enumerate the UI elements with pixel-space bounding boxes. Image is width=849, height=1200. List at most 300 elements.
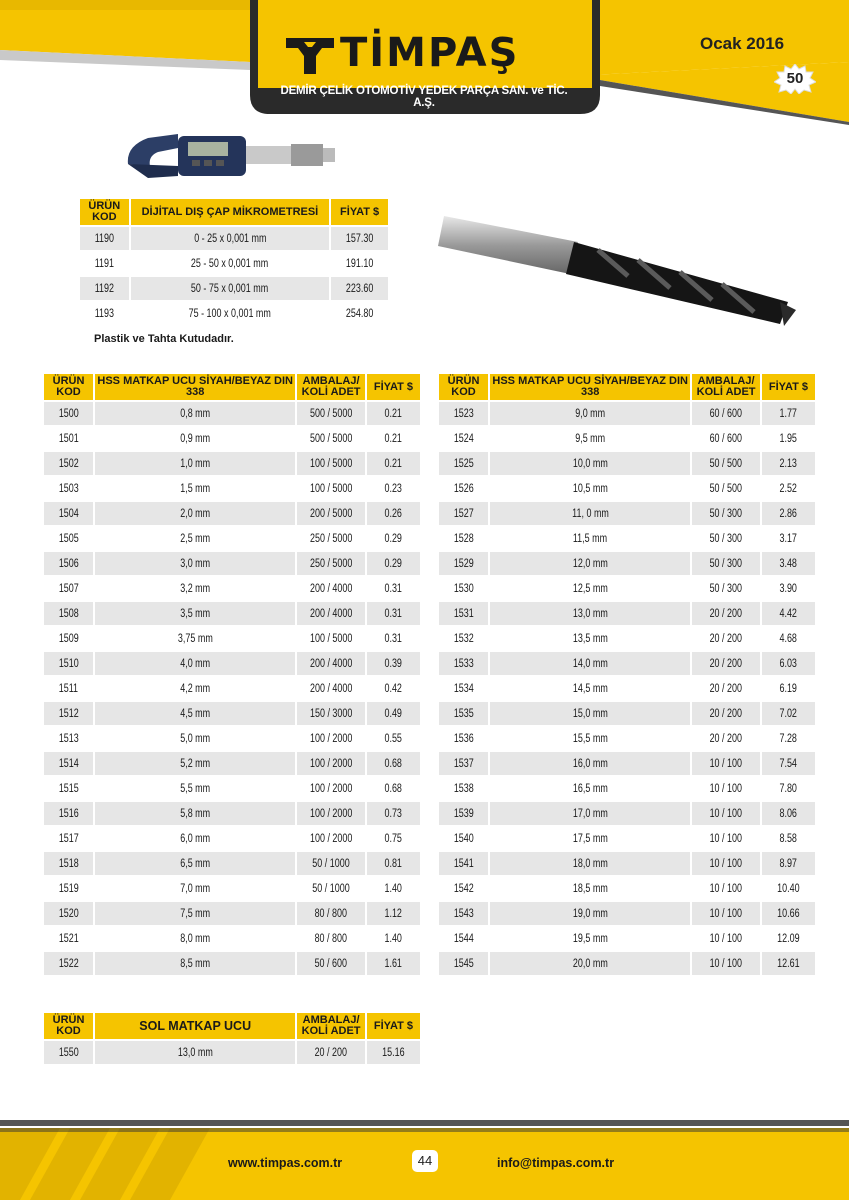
page-badge-number: 50 xyxy=(786,70,804,87)
table-cell xyxy=(367,452,420,475)
table-cell xyxy=(95,902,295,925)
table-cell xyxy=(44,777,93,800)
table-cell xyxy=(367,627,420,650)
table-row xyxy=(80,227,388,250)
cell-text: 4,0 mm xyxy=(180,657,211,670)
brand-name: TİMPAŞ xyxy=(340,30,520,76)
cell-text: 100 / 5000 xyxy=(309,482,353,495)
col-header: SOL MATKAP UCU xyxy=(95,1013,295,1039)
table-cell xyxy=(80,252,129,275)
table-row xyxy=(439,527,815,550)
cell-text: 1190 xyxy=(94,232,114,245)
table-cell xyxy=(297,752,364,775)
cell-text: 1523 xyxy=(453,407,474,420)
cell-text: 254.80 xyxy=(345,307,374,320)
col-header: ÜRÜN KOD xyxy=(44,1013,93,1039)
cell-text: 1505 xyxy=(58,532,79,545)
table-cell xyxy=(439,627,488,650)
cell-text: 7.80 xyxy=(779,782,798,795)
table-cell xyxy=(762,677,815,700)
table-cell xyxy=(762,602,815,625)
cell-text: 9,5 mm xyxy=(575,432,606,445)
cell-text: 1509 xyxy=(58,632,79,645)
cell-text: 11,5 mm xyxy=(573,532,608,545)
table-cell xyxy=(490,552,690,575)
table-row xyxy=(439,852,815,875)
cell-text: 3,0 mm xyxy=(180,557,211,570)
table-cell xyxy=(692,802,759,825)
table-cell xyxy=(367,502,420,525)
cell-text: 0.49 xyxy=(384,707,403,720)
table-cell xyxy=(95,877,295,900)
cell-text: 50 / 500 xyxy=(709,482,743,495)
table-cell xyxy=(762,527,815,550)
cell-text: 1541 xyxy=(453,857,474,870)
cell-text: 100 / 2000 xyxy=(309,807,353,820)
cell-text: 10 / 100 xyxy=(709,907,743,920)
cell-text: 10,5 mm xyxy=(572,482,608,495)
cell-text: 1520 xyxy=(58,907,79,920)
table-cell xyxy=(490,852,690,875)
cell-text: 7.28 xyxy=(779,732,798,745)
table-cell xyxy=(762,777,815,800)
cell-text: 1539 xyxy=(453,807,474,820)
table-row xyxy=(44,752,420,775)
cell-text: 50 - 75 x 0,001 mm xyxy=(191,282,269,295)
cell-text: 0.29 xyxy=(384,557,403,570)
cell-text: 1542 xyxy=(453,882,474,895)
table-cell xyxy=(439,752,488,775)
cell-text: 200 / 4000 xyxy=(309,582,353,595)
table-cell xyxy=(367,402,420,425)
table-cell xyxy=(297,877,364,900)
table-cell xyxy=(762,927,815,950)
col-header: FİYAT $ xyxy=(331,199,388,225)
table-cell xyxy=(762,702,815,725)
table-cell xyxy=(367,477,420,500)
col-header: ÜRÜN KOD xyxy=(439,374,488,400)
cell-text: 0.21 xyxy=(384,407,403,420)
cell-text: 0.73 xyxy=(384,807,403,820)
table-row xyxy=(44,927,420,950)
col-header: ÜRÜN KOD xyxy=(44,374,93,400)
table-cell xyxy=(367,527,420,550)
cell-text: 12,0 mm xyxy=(572,557,608,570)
cell-text: 1504 xyxy=(58,507,79,520)
table-cell xyxy=(762,752,815,775)
cell-text: 0.29 xyxy=(384,532,403,545)
drill-table-left xyxy=(42,372,422,977)
table-row xyxy=(439,902,815,925)
table-cell xyxy=(439,452,488,475)
table-cell xyxy=(692,927,759,950)
col-header: FİYAT $ xyxy=(367,374,420,400)
table-cell xyxy=(439,552,488,575)
table-cell xyxy=(367,577,420,600)
table-cell xyxy=(367,802,420,825)
table-cell xyxy=(95,427,295,450)
table-cell xyxy=(762,902,815,925)
cell-text: 0,9 mm xyxy=(180,432,211,445)
col-header: AMBALAJ/ KOLİ ADET xyxy=(692,374,759,400)
table-row xyxy=(44,702,420,725)
cell-text: 20,0 mm xyxy=(572,957,608,970)
cell-text: 0 - 25 x 0,001 mm xyxy=(193,232,267,245)
table-cell xyxy=(367,552,420,575)
table-cell xyxy=(692,627,759,650)
cell-text: 3,5 mm xyxy=(180,607,211,620)
table-row xyxy=(439,702,815,725)
cell-text: 0.31 xyxy=(384,582,403,595)
table-cell xyxy=(490,652,690,675)
cell-text: 0.42 xyxy=(384,682,403,695)
table-row xyxy=(439,552,815,575)
table-cell xyxy=(297,477,364,500)
table-row xyxy=(44,652,420,675)
table-row xyxy=(44,827,420,850)
table-cell xyxy=(367,827,420,850)
table-cell xyxy=(95,527,295,550)
table-cell xyxy=(95,627,295,650)
cell-text: 200 / 4000 xyxy=(309,657,353,670)
cell-text: 1530 xyxy=(453,582,474,595)
cell-text: 8.58 xyxy=(779,832,798,845)
cell-text: 0.75 xyxy=(384,832,403,845)
cell-text: 18,0 mm xyxy=(572,857,608,870)
table-cell xyxy=(692,652,759,675)
table-cell xyxy=(297,677,364,700)
table-cell xyxy=(44,927,93,950)
table-cell xyxy=(95,1041,295,1064)
cell-text: 157.30 xyxy=(345,232,374,245)
table-cell xyxy=(297,527,364,550)
table-cell xyxy=(439,952,488,975)
table-cell xyxy=(490,402,690,425)
cell-text: 250 / 5000 xyxy=(309,532,353,545)
cell-text: 1,5 mm xyxy=(180,482,211,495)
table-cell xyxy=(44,552,93,575)
cell-text: 18,5 mm xyxy=(572,882,608,895)
table-cell xyxy=(80,302,129,325)
cell-text: 0.68 xyxy=(384,782,403,795)
cell-text: 1519 xyxy=(58,882,79,895)
cell-text: 20 / 200 xyxy=(709,632,743,645)
table-cell xyxy=(95,802,295,825)
cell-text: 1507 xyxy=(58,582,79,595)
table-cell xyxy=(95,952,295,975)
cell-text: 1.12 xyxy=(384,907,403,920)
cell-text: 5,2 mm xyxy=(180,757,211,770)
cell-text: 0.31 xyxy=(384,607,403,620)
table-cell xyxy=(367,602,420,625)
cell-text: 150 / 3000 xyxy=(309,707,353,720)
table-cell xyxy=(44,1041,93,1064)
cell-text: 10 / 100 xyxy=(709,832,743,845)
cell-text: 3,75 mm xyxy=(177,632,213,645)
packaging-note: Plastik ve Tahta Kutudadır. xyxy=(94,333,234,345)
table-cell xyxy=(44,652,93,675)
table-cell xyxy=(490,452,690,475)
cell-text: 100 / 2000 xyxy=(309,782,353,795)
footer-email[interactable]: info@timpas.com.tr xyxy=(497,1156,615,1170)
table-cell xyxy=(44,802,93,825)
table-cell xyxy=(95,827,295,850)
cell-text: 1.77 xyxy=(779,407,798,420)
cell-text: 1503 xyxy=(58,482,79,495)
table-cell xyxy=(367,727,420,750)
table-cell xyxy=(44,702,93,725)
cell-text: 15.16 xyxy=(382,1046,405,1059)
table-cell xyxy=(44,502,93,525)
cell-text: 50 / 600 xyxy=(314,957,348,970)
table-row xyxy=(439,577,815,600)
cell-text: 50 / 1000 xyxy=(312,857,350,870)
cell-text: 6.19 xyxy=(779,682,798,695)
table-cell xyxy=(297,1041,364,1064)
table-cell xyxy=(131,252,330,275)
cell-text: 1191 xyxy=(94,257,114,270)
table-cell xyxy=(44,852,93,875)
table-cell xyxy=(131,302,330,325)
cell-text: 2,0 mm xyxy=(180,507,211,520)
table-row xyxy=(439,452,815,475)
table-cell xyxy=(297,627,364,650)
cell-text: 8.97 xyxy=(779,857,798,870)
table-cell xyxy=(762,652,815,675)
brand-logo xyxy=(284,34,336,78)
table-row xyxy=(439,602,815,625)
table-row xyxy=(44,477,420,500)
cell-text: 14,0 mm xyxy=(572,657,608,670)
table-row xyxy=(439,952,815,975)
micrometer-image xyxy=(118,126,338,191)
table-cell xyxy=(80,227,129,250)
cell-text: 200 / 4000 xyxy=(309,682,353,695)
table-cell xyxy=(367,1041,420,1064)
table-cell xyxy=(44,402,93,425)
cell-text: 3.17 xyxy=(779,532,798,545)
table-cell xyxy=(762,427,815,450)
table-cell xyxy=(692,902,759,925)
table-cell xyxy=(692,577,759,600)
cell-text: 15,5 mm xyxy=(572,732,608,745)
cell-text: 13,0 mm xyxy=(572,607,608,620)
cell-text: 10 / 100 xyxy=(709,882,743,895)
table-row xyxy=(44,627,420,650)
table-cell xyxy=(95,777,295,800)
cell-text: 1.95 xyxy=(779,432,798,445)
cell-text: 11, 0 mm xyxy=(571,507,609,520)
table-row xyxy=(439,502,815,525)
table-row xyxy=(44,677,420,700)
table-row xyxy=(439,677,815,700)
cell-text: 1532 xyxy=(453,632,474,645)
table-cell xyxy=(692,702,759,725)
table-cell xyxy=(44,577,93,600)
table-cell xyxy=(439,827,488,850)
cell-text: 100 / 2000 xyxy=(309,757,353,770)
cell-text: 1522 xyxy=(58,957,79,970)
table-row xyxy=(44,727,420,750)
col-header: AMBALAJ/ KOLİ ADET xyxy=(297,1013,364,1039)
table-row xyxy=(439,827,815,850)
cell-text: 20 / 200 xyxy=(709,682,743,695)
cell-text: 0.26 xyxy=(384,507,403,520)
cell-text: 500 / 5000 xyxy=(309,432,353,445)
table-cell xyxy=(490,902,690,925)
table-cell xyxy=(439,927,488,950)
table-cell xyxy=(331,277,388,300)
table-row xyxy=(80,252,388,275)
cell-text: 15,0 mm xyxy=(572,707,608,720)
cell-text: 50 / 300 xyxy=(709,582,743,595)
table-cell xyxy=(439,727,488,750)
table-cell xyxy=(95,552,295,575)
table-cell xyxy=(692,527,759,550)
cell-text: 1543 xyxy=(453,907,474,920)
table-cell xyxy=(692,677,759,700)
cell-text: 16,5 mm xyxy=(572,782,608,795)
cell-text: 3.48 xyxy=(779,557,798,570)
table-cell xyxy=(95,752,295,775)
col-header: AMBALAJ/ KOLİ ADET xyxy=(297,374,364,400)
cell-text: 1545 xyxy=(453,957,474,970)
table-row xyxy=(44,852,420,875)
table-cell xyxy=(692,877,759,900)
table-cell xyxy=(692,752,759,775)
table-cell xyxy=(297,502,364,525)
table-cell xyxy=(331,302,388,325)
table-row xyxy=(439,402,815,425)
col-header: HSS MATKAP UCU SİYAH/BEYAZ DIN 338 xyxy=(95,374,295,400)
table-row xyxy=(44,427,420,450)
cell-text: 20 / 200 xyxy=(709,607,743,620)
table-cell xyxy=(95,652,295,675)
cell-text: 1534 xyxy=(453,682,474,695)
cell-text: 10 / 100 xyxy=(709,782,743,795)
cell-text: 500 / 5000 xyxy=(309,407,353,420)
cell-text: 3,2 mm xyxy=(180,582,211,595)
table-cell xyxy=(762,502,815,525)
cell-text: 1535 xyxy=(453,707,474,720)
cell-text: 200 / 4000 xyxy=(309,607,353,620)
table-cell xyxy=(367,677,420,700)
cell-text: 1513 xyxy=(58,732,79,745)
table-cell xyxy=(95,852,295,875)
cell-text: 10,0 mm xyxy=(572,457,608,470)
table-cell xyxy=(297,927,364,950)
table-cell xyxy=(490,602,690,625)
table-cell xyxy=(439,902,488,925)
cell-text: 10.66 xyxy=(777,907,800,920)
table-cell xyxy=(490,877,690,900)
cell-text: 17,5 mm xyxy=(572,832,608,845)
table-cell xyxy=(692,602,759,625)
cell-text: 8,0 mm xyxy=(180,932,211,945)
table-cell xyxy=(44,427,93,450)
table-cell xyxy=(44,827,93,850)
micrometer-table xyxy=(78,197,390,327)
table-cell xyxy=(44,477,93,500)
table-cell xyxy=(44,627,93,650)
cell-text: 1508 xyxy=(58,607,79,620)
table-row xyxy=(44,402,420,425)
cell-text: 10 / 100 xyxy=(709,857,743,870)
cell-text: 10.40 xyxy=(777,882,800,895)
table-cell xyxy=(439,402,488,425)
table-cell xyxy=(439,677,488,700)
table-cell xyxy=(762,552,815,575)
cell-text: 7,0 mm xyxy=(180,882,211,895)
table-cell xyxy=(439,477,488,500)
cell-text: 1550 xyxy=(58,1046,79,1059)
table-cell xyxy=(692,552,759,575)
cell-text: 6,5 mm xyxy=(180,857,211,870)
cell-text: 100 / 2000 xyxy=(309,732,353,745)
table-cell xyxy=(439,602,488,625)
cell-text: 10 / 100 xyxy=(709,932,743,945)
table-cell xyxy=(297,952,364,975)
table-cell xyxy=(490,702,690,725)
table-row xyxy=(44,1041,420,1064)
cell-text: 80 / 800 xyxy=(314,907,348,920)
table-cell xyxy=(762,402,815,425)
cell-text: 80 / 800 xyxy=(314,932,348,945)
cell-text: 13,0 mm xyxy=(177,1046,213,1059)
cell-text: 10 / 100 xyxy=(709,957,743,970)
cell-text: 17,0 mm xyxy=(572,807,608,820)
cell-text: 6,0 mm xyxy=(180,832,211,845)
cell-text: 0.21 xyxy=(384,457,403,470)
table-row xyxy=(44,777,420,800)
cell-text: 1192 xyxy=(94,282,114,295)
table-row xyxy=(44,452,420,475)
table-row xyxy=(44,552,420,575)
table-cell xyxy=(297,727,364,750)
cell-text: 50 / 1000 xyxy=(312,882,350,895)
cell-text: 100 / 5000 xyxy=(309,457,353,470)
cell-text: 1193 xyxy=(94,307,114,320)
table-cell xyxy=(95,602,295,625)
cell-text: 1517 xyxy=(58,832,79,845)
table-cell xyxy=(44,602,93,625)
table-cell xyxy=(439,852,488,875)
cell-text: 60 / 600 xyxy=(709,432,743,445)
cell-text: 1512 xyxy=(58,707,79,720)
cell-text: 200 / 5000 xyxy=(309,507,353,520)
table-cell xyxy=(297,652,364,675)
table-cell xyxy=(490,802,690,825)
cell-text: 100 / 5000 xyxy=(309,632,353,645)
table-cell xyxy=(762,627,815,650)
cell-text: 20 / 200 xyxy=(709,707,743,720)
table-cell xyxy=(297,552,364,575)
cell-text: 1,0 mm xyxy=(180,457,211,470)
cell-text: 223.60 xyxy=(345,282,374,295)
table-row xyxy=(439,627,815,650)
table-cell xyxy=(490,527,690,550)
table-cell xyxy=(297,427,364,450)
table-cell xyxy=(439,652,488,675)
table-cell xyxy=(439,577,488,600)
table-cell xyxy=(297,777,364,800)
table-cell xyxy=(367,852,420,875)
table-row xyxy=(80,277,388,300)
cell-text: 50 / 300 xyxy=(709,532,743,545)
footer-website[interactable]: www.timpas.com.tr xyxy=(228,1156,343,1170)
cell-text: 250 / 5000 xyxy=(309,557,353,570)
cell-text: 0.68 xyxy=(384,757,403,770)
